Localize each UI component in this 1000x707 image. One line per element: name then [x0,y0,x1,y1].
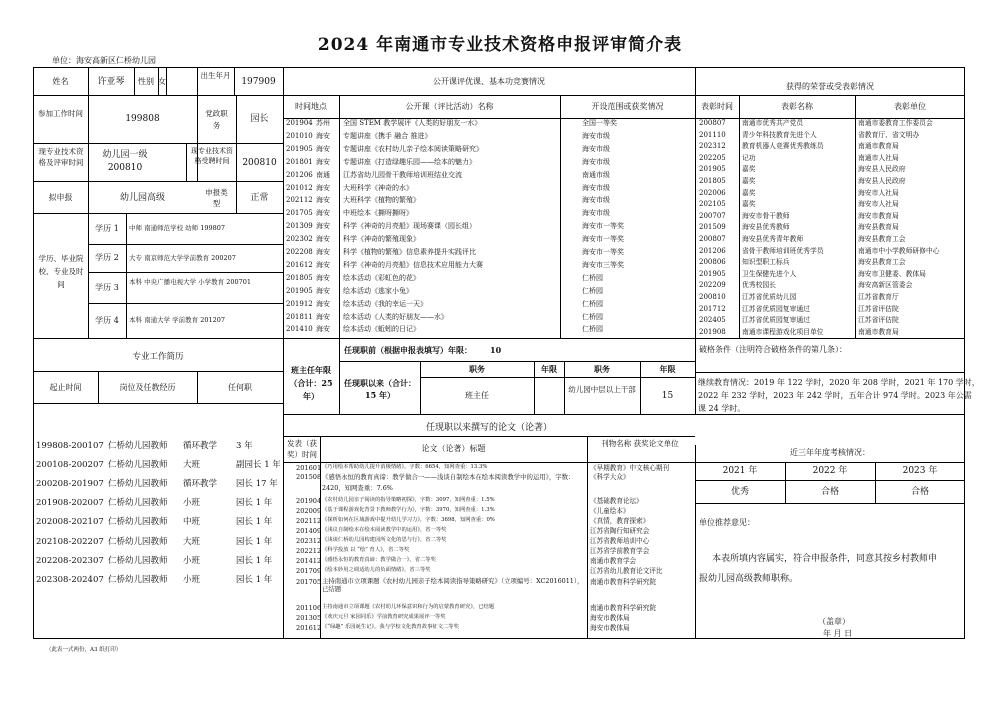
honor-unit: 江苏省教育厅 [858,293,899,301]
paper-date: 202312 [296,537,322,545]
career-period: 202008-202107 [36,517,104,528]
hire-value: 200810 [242,158,277,168]
paper-journal: 《早期教育》中文核心期刊 [590,464,670,472]
honor-date: 202006 [699,188,726,197]
course-date: 202208 [286,248,313,256]
honor-unit: 海安县教育工会 [858,258,906,267]
paper-title: 《欢庆元旦 家园同乐》学前教育研究成果展评一等奖 [322,614,446,620]
continuing-line-1: 继续教育情况：2019 年 122 学时，2020 年 208 学时，2021 年 170 学时， [698,378,980,387]
career-teaching: 小班 [183,574,201,585]
education-level: 学历 3 [95,283,119,292]
course-date: 201905 [286,286,313,295]
paper-date: 201612 [296,624,322,632]
assessment-year: 2023 年 [902,466,938,476]
post-value: 园长 [250,114,269,124]
paper-journal: 《儿童绘本》 [590,507,630,515]
assessment-title: 近三年年度考核情况： [790,448,870,457]
career-teaching: 小班 [183,555,201,566]
course-date: 201705 [286,209,313,218]
course-result: 海安市一等奖 [582,222,624,231]
paper-journal: 南通市教育科学研究院 [590,578,656,586]
papers-header-journal: 刊物名称 获奖论文单位 [601,439,679,448]
course-name: 绘本活动《蚯蚓的日记》 [343,325,420,334]
course-date: 201801 [286,157,313,166]
honor-name: 卫生保健先进个人 [742,269,797,278]
career-post: 仁桥幼儿园教师 [108,479,168,490]
honors-header-name: 表彰名称 [781,102,813,111]
honor-name: 江苏省优质园复审通过 [742,304,810,313]
career-period: 202108-202207 [36,536,104,547]
honor-name: 教育机器人竞赛优秀教练员 [742,142,824,151]
honor-date: 201206 [699,246,726,255]
paper-journal: 《科学大众》 [590,473,630,481]
course-name: 绘本活动《人类的好朋友——水》 [343,312,448,321]
course-name: 科学《神奇的月亮船》信息技术应用能力大赛 [343,260,483,269]
course-place: 海安 [316,235,330,244]
paper-journal: 海安市教体局 [590,624,630,632]
paper-date: 201508 [296,473,322,481]
career-period: 199808-200107 [36,441,104,451]
course-name: 全国 STEM 教学展评《人类的好朋友一水》 [343,119,482,127]
honor-name: 海安县优秀教师 [742,223,790,232]
course-date: 201612 [286,260,313,269]
honor-unit: 南通市人社局 [858,153,899,162]
course-place: 海安 [316,248,330,256]
course-result: 海安市级 [582,209,610,218]
apply-label: 拟申报 [48,193,73,202]
paper-title: 《探析如何在区域游戏中提升幼儿学习力》，字数：3698，知网查重：0% [322,517,495,523]
paper-date: 202212 [296,547,322,555]
honor-date: 201905 [699,269,726,278]
course-result: 海安市级 [582,196,610,205]
paper-journal: 江苏省教师培训中心 [590,537,650,545]
course-name: 大班科学《植物的繁殖》 [343,196,420,205]
honor-name: 南通市课程游戏化项目单位 [742,327,824,336]
paper-title: 《巧用绘本帮助幼儿提升消极情绪》，字数：6654，知网查重：13.3% [322,464,488,470]
paper-title: 主持南通市立项课题《农村幼儿环保意识和行为的启蒙教育研究》，已结题 [322,604,495,610]
course-place: 苏州 [316,119,330,127]
honor-date: 201905 [699,165,726,174]
apply-type-label: 申报类型 [205,188,228,208]
education-label: 学历、毕业院校、专业及时间 [38,254,84,289]
career-role: 园长 1 年 [236,574,273,585]
honor-name: 优秀校园长 [742,281,776,290]
paper-date: 201409 [296,527,322,535]
course-result: 海安市一等奖 [582,248,624,256]
honors-section-title: 获得的荣誉或受表彰情况 [786,82,874,91]
apply-type-value: 正常 [250,193,269,203]
paper-title: 《“绿趣” 乐园诞生记》，我与学校文化教育故事征文二等奖 [322,624,459,630]
course-result: 海安市级 [582,131,610,140]
continuing-line-2: 2022 年 232 学时，2023 年 242 学时，五年合计 974 学时。2023 年公需 [698,391,972,400]
honor-date: 202205 [699,153,726,162]
assessment-year: 2022 年 [812,466,848,476]
career-role: 园长 17 年 [236,479,278,490]
career-role: 副园长 1 年 [236,460,281,471]
course-result: 海安市级 [582,157,610,166]
paper-journal: 《基础教育论坛》 [590,497,643,505]
honor-date: 202312 [699,142,726,151]
education-level: 学历 4 [95,316,119,325]
name-value: 许亚琴 [97,77,125,87]
course-result: 海安市级 [582,144,610,153]
paper-title: 《农村幼儿园亲子阅读的指导策略初探》，字数：3097，知网查重：1.5% [322,497,495,503]
honor-unit: 海安市教育局 [858,211,899,220]
career-post: 仁桥幼儿园教师 [108,460,168,471]
course-result: 仁桥园 [582,286,603,295]
honor-name: 江苏省优质幼儿园 [742,293,797,301]
career-role: 园长 1 年 [236,498,273,509]
course-name: 江苏省幼儿园骨干教师培训班结业交流 [343,170,462,179]
paper-date: 201709 [296,567,322,575]
career-teaching: 循环教学 [183,441,218,451]
paper-title: 《浅议自制绘本在绘本阅读教学中的运用》，省一等奖 [322,527,447,533]
paper-journal: 南通市教育学会 [590,557,637,565]
career-post: 仁桥幼儿园教师 [108,555,168,566]
career-period: 200208-201907 [36,479,104,490]
birth-value: 197909 [241,77,276,87]
course-date: 201811 [286,312,313,321]
honor-date: 200806 [699,258,726,267]
honor-unit: 海安市卫健委、教体局 [858,269,926,278]
course-place: 海安 [316,260,330,269]
course-result: 全国一等奖 [582,119,617,127]
course-result: 仁桥园 [582,325,603,334]
honor-date: 201805 [699,177,726,185]
honor-unit: 南通市中小学教师研修中心 [858,246,940,255]
honor-unit: 南通市委教育工作委员会 [858,119,933,127]
post-value-1: 班主任 [465,391,489,400]
honor-date: 201110 [699,130,726,139]
course-name: 绘本活动《彩虹色的花》 [343,273,420,282]
course-place: 海安 [316,312,330,321]
col-post-2: 职务 [594,364,610,374]
honor-unit: 海安县教育工会 [858,235,906,243]
career-role: 园长 1 年 [236,517,273,528]
honor-date: 201712 [699,304,726,313]
course-date: 201010 [286,131,313,140]
paper-journal: 南通市教育科学研究院 [590,604,656,612]
course-result: 仁桥园 [582,312,603,321]
career-role: 园长 1 年 [236,555,273,566]
honor-name: 南通市优秀共产党员 [742,119,804,127]
career-header-role: 任何职 [228,383,252,392]
paper-title: 《基于课程游戏化背景下教师教学行为》，字数：3970，知网查重：1.3% [322,507,495,513]
honor-unit: 江苏省评估院 [858,316,899,325]
papers-title: 任现职以来撰写的论文（论著） [425,423,552,433]
career-title: 专业工作简历 [132,352,184,362]
course-place: 海安 [316,131,330,140]
paper-journal: 《真情，教育探索》 [590,517,650,525]
honor-name: 嘉奖 [742,165,756,174]
honor-name: 嘉奖 [742,200,756,209]
before-years-value: 10 [490,345,502,355]
honor-unit: 省教育厅、省文明办 [858,130,920,139]
career-role: 3 年 [236,441,253,451]
course-place: 海安 [316,196,330,205]
paper-date: 201106 [296,604,322,612]
recommend-text-1: 本表所填内容属实，符合申报条件，同意其按乡村教师申 [712,554,938,564]
honor-unit: 海安县人民政府 [858,165,906,174]
after-years-label: 任现职以来（合计：15 年） [344,378,416,400]
paper-title: 《科学投放 以 “绘” 育人》，省二等奖 [322,547,410,553]
course-name: 科学《神奇的月亮船》现场赛课（园长组） [343,222,476,231]
course-place: 海安 [316,325,330,334]
honor-unit: 海安县教育局 [858,223,899,232]
honor-unit: 南通市教育局 [858,142,899,151]
paper-date: 201705 [296,578,322,586]
course-date: 202302 [286,235,313,244]
education-detail: 大专 南京师范大学学前教育 200207 [129,254,236,262]
honor-name: 记功 [742,153,756,162]
education-level: 学历 2 [95,253,119,262]
col-years-2: 年限 [659,364,676,374]
paper-title: 主持南通市立项课题《农村幼儿园亲子绘本阅读指导策略研究》（立项编号：XC2016011），已结题 [322,577,584,594]
paper-date: 201904 [296,497,322,505]
paper-journal: 江苏省陶行知研究会 [590,527,650,535]
career-teaching: 循环教学 [183,479,218,490]
paper-date: 201412 [296,557,322,565]
career-teaching: 大班 [183,536,201,547]
honor-unit: 江苏省评估院 [858,304,899,313]
honor-unit: 海安市人社局 [858,188,899,197]
honor-date: 200707 [699,211,726,220]
recommend-label: 单位推荐意见： [699,518,755,527]
paper-journal: 海安市教体局 [590,614,630,622]
paper-title: 《浅谈仁桥幼儿园构建园所文化的思与行》，省二等奖 [322,537,447,543]
course-place: 海安 [316,157,330,166]
education-level: 学历 1 [95,224,119,233]
paper-journal: 江苏省学前教育学会 [590,547,650,555]
course-place: 海安 [316,144,330,153]
career-post: 仁桥幼儿园教师 [108,441,168,451]
course-date: 201410 [286,325,313,334]
assessment-year: 2021 年 [722,466,758,476]
unit-label: 单位：海安高新区仁桥幼儿园 [52,56,156,65]
courses-header-time: 时间地点 [295,102,327,111]
post-label: 党政职务 [205,109,228,130]
work-start-label: 参加工作时间 [38,109,83,118]
course-name: 科学《植物的繁殖》信息素养提升实践评比 [343,248,476,256]
courses-section-title: 公开课评优课、基本功竞赛情况 [433,77,545,86]
honor-date: 201509 [699,223,726,232]
hire-label: 现专业技术资格受聘时间 [191,147,233,165]
career-teaching: 大班 [183,460,201,471]
career-period: 201908-202007 [36,498,104,509]
honor-unit: 海安市人社局 [858,200,899,209]
course-name: 科学《神奇的繁殖现象》 [343,235,420,244]
col-years-1: 年限 [541,364,557,374]
course-result: 海安市一等奖 [582,235,624,244]
course-name: 专题讲座《打造绿趣乐园——绘本的魅力》 [343,157,476,166]
honors-header-unit: 表彰单位 [894,102,926,111]
course-name: 专题讲座《农村幼儿亲子绘本阅读策略研究》 [343,144,483,153]
course-name: 绘本活动《逃家小兔》 [343,286,413,295]
course-result: 海安市级 [582,183,610,192]
recommend-date: 年 月 日 [823,629,853,638]
col-post-1: 职务 [469,364,485,374]
course-name: 专题讲座《携手 融合 推进》 [343,131,432,140]
gender-value: 女 [158,77,166,86]
honor-date: 200810 [699,293,726,301]
current-title-value: 幼儿园一级 200810 [102,150,148,173]
career-period: 202308-202407 [36,574,104,585]
career-teaching: 小班 [183,498,201,509]
work-start-value: 199808 [125,114,160,124]
apply-value: 幼儿园高级 [119,193,165,203]
career-post: 仁桥幼儿园教师 [108,498,168,509]
papers-header-time: 发表（获奖）时间 [287,439,317,459]
course-place: 南通 [316,170,330,179]
courses-header-result: 开设范围或获奖情况 [591,102,664,111]
honor-date: 200807 [699,119,726,127]
paper-title: 《感悟永恒的教育真谛：教学做合一——浅谈自制绘本在绘本阅读教学中的运用》，字数：2420，知网查重：7.6% [322,473,575,492]
paper-date: 201601 [296,464,322,472]
course-place: 海安 [316,286,330,295]
footnote: （此表一式两份，A3 纸打印） [46,647,122,653]
gender-label: 性别 [138,77,154,86]
course-name: 绘本活动《我的幸运一天》 [343,299,427,308]
career-header-post: 岗位及任教经历 [119,383,176,392]
honor-name: 江苏省优质园复审通过 [742,316,810,325]
course-name: 大班科学《神奇的水》 [343,183,413,192]
honor-name: 青少年科技教育先进个人 [742,130,817,139]
education-detail: 中师 南通师范学校 幼师 199807 [129,224,226,232]
course-date: 201012 [286,183,313,192]
career-period: 200108-200207 [36,460,104,471]
honors-header-time: 表彰时间 [701,102,733,111]
course-name: 中班绘本《撕呀撕呀》 [343,209,413,218]
course-result: 南通市级 [582,170,610,179]
education-detail: 本科 中央广播电视大学 小学教育 200701 [129,278,252,286]
honor-name: 海安县优秀青年教师 [742,235,804,243]
years-value-2: 15 [661,391,674,401]
honor-name: 海安市骨干教师 [742,211,790,220]
course-date: 201805 [286,273,313,282]
courses-header-name: 公开课（评比活动）名称 [405,102,494,111]
paper-title: 《感悟永恒的教育真谛：教学做合一》，省二等奖 [322,557,436,563]
paper-title: 《绘本妙用之调适幼儿的负面情绪》，省三等奖 [322,567,431,573]
paper-date: 201305 [296,614,322,622]
course-result: 仁桥园 [582,273,603,282]
honor-unit: 南通市教育局 [858,327,899,336]
post-value-2: 幼儿园中层以上干部 [568,385,636,394]
recommend-seal: （盖章） [818,617,850,626]
current-title-label: 现专业技术资格及评审时间 [38,147,84,167]
birth-label: 出生年月 [200,71,231,80]
course-date: 201912 [286,299,313,308]
paper-journal: 江苏省幼儿教育论文评比 [590,567,663,575]
education-detail: 本科 南通大学 学前教育 201207 [129,316,226,324]
career-header-time: 起止时间 [49,383,82,392]
course-result: 海安市三等奖 [582,260,624,269]
honor-date: 202209 [699,281,726,290]
honor-unit: 海安县人民政府 [858,177,906,185]
assessment-result: 合格 [820,487,839,497]
course-date: 201904 [286,119,313,127]
course-date: 201206 [286,170,313,179]
course-place: 海安 [316,183,330,192]
honor-unit: 海安高新区管委会 [858,281,913,290]
honor-name: 嘉奖 [742,177,756,185]
paper-date: 202009 [296,507,322,515]
career-period: 202208-202307 [36,555,104,566]
assessment-result: 优秀 [730,487,749,497]
name-label: 姓名 [52,77,69,86]
honor-date: 202405 [699,316,726,325]
before-years-label: 任现职前（根据申报表填写）年限： [344,345,472,355]
course-place: 海安 [316,273,330,282]
course-place: 海安 [316,222,330,231]
career-role: 园长 1 年 [236,536,273,547]
papers-header-title: 论文（论著）标题 [421,444,486,453]
career-teaching: 中班 [183,517,201,528]
course-result: 仁桥园 [582,299,603,308]
career-post: 仁桥幼儿园教师 [108,574,168,585]
course-place: 海安 [316,209,330,218]
paper-date: 202112 [296,517,322,525]
course-date: 202112 [286,196,313,205]
course-date: 201905 [286,144,313,153]
continuing-line-3: 课 24 学时。 [698,404,746,413]
honor-name: 知识型职工标兵 [742,258,790,267]
honor-date: 202105 [699,200,726,209]
career-post: 仁桥幼儿园教师 [108,536,168,547]
honor-name: 省骨干教师培训班优秀学员 [742,246,824,255]
page-title: 2024 年南通市专业技术资格申报评审简介表 [317,35,683,55]
class-teacher-label: 班主任年限（合计：25 年） [289,365,333,401]
assessment-result: 合格 [910,487,929,497]
course-date: 201309 [286,222,313,231]
honor-name: 嘉奖 [742,188,756,197]
recommend-text-2: 报幼儿园高级教师职称。 [699,574,799,584]
breakthrough-label: 破格条件（注明符合破格条件的第几条）： [699,345,847,354]
honor-date: 201908 [699,327,726,336]
career-post: 仁桥幼儿园教师 [108,517,168,528]
course-place: 海安 [316,299,330,308]
honor-date: 200807 [699,235,726,243]
